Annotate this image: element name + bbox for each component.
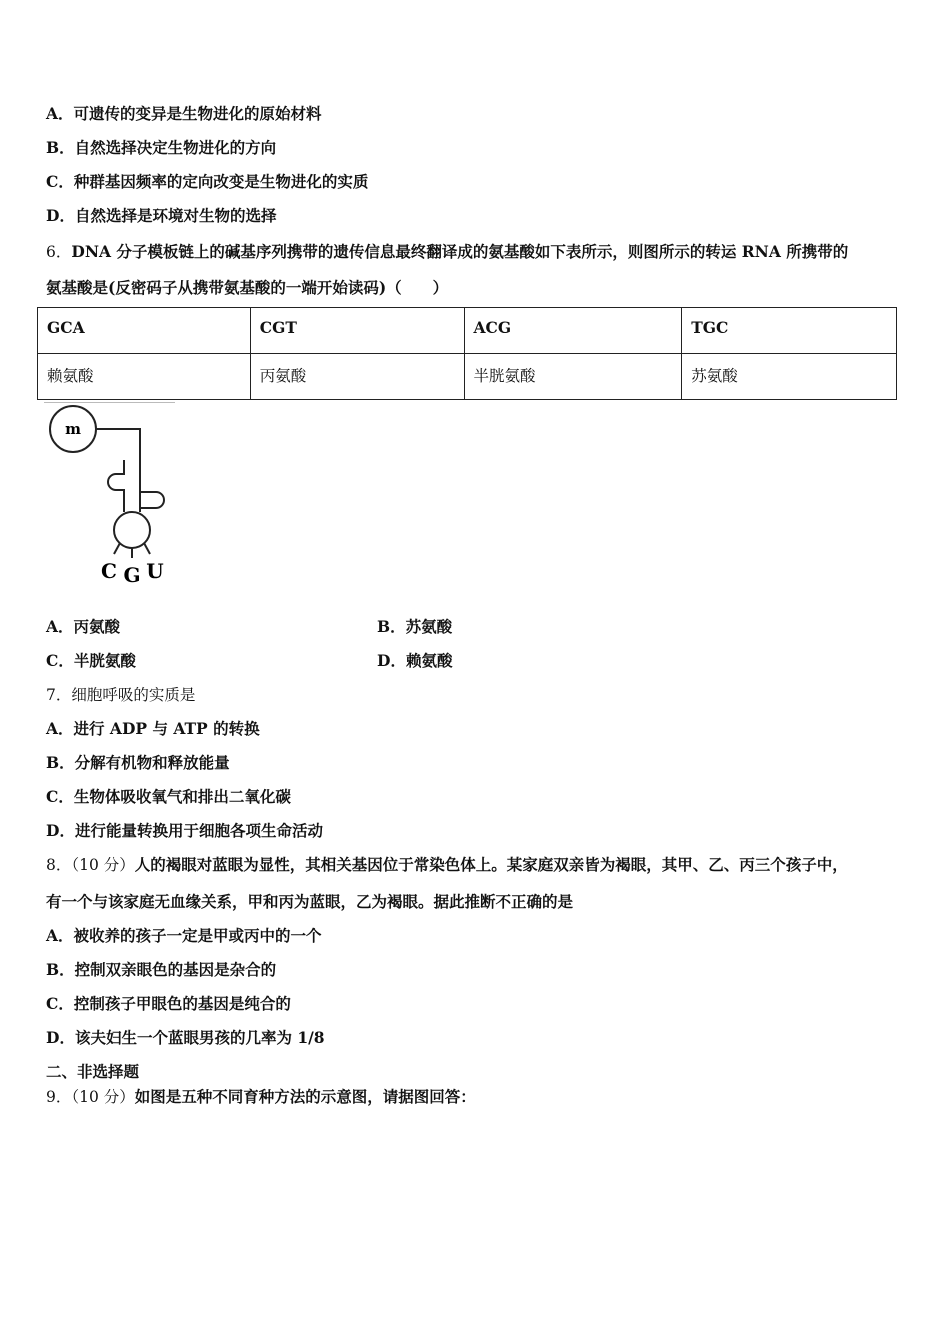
amino-acid-row [38,354,897,400]
q7-option-a: A．进行 ADP 与 ATP 的转换 [46,719,260,738]
codon-cell: CGT [250,308,464,354]
q7-stem-text: 细胞呼吸的实质是 [71,686,196,704]
codon-cell: ACG [464,308,682,354]
q8-option-c: C．控制孩子甲眼色的基因是纯合的 [46,994,291,1013]
q9-stem [46,1085,476,1107]
q9-number: 9．（10 分） [46,1088,135,1106]
anticodon-tick [144,543,150,554]
q8-option-d: D．该夫妇生一个蓝眼男孩的几率为 1/8 [46,1028,325,1047]
trna-figure [44,402,184,587]
anticodon-base: G [123,563,141,587]
q5-option-b: B．自然选择决定生物进化的方向 [46,138,277,157]
amino-acid-cell: 赖氨酸 [38,354,251,400]
q7-option-b: B．分解有机物和释放能量 [46,753,230,772]
codon-row [38,308,897,354]
q6-option-b: B．苏氨酸 [377,617,453,636]
anticodon-base: C [101,559,117,583]
q6-option-d: D．赖氨酸 [377,651,453,670]
anticodon-base: U [146,559,164,583]
q6-option-c: C．半胱氨酸 [46,651,136,670]
q5-option-a: A．可遗传的变异是生物进化的原始材料 [46,104,322,123]
q8-stem-line1: 人的褐眼对蓝眼为显性，其相关基因位于常染色体上。某家庭双亲皆为褐眼，其甲、乙、丙三个孩子中， [134,855,848,874]
anticodon-tick [114,543,120,554]
q7-number: 7． [46,686,72,704]
q6-stem-line2: 氨基酸是(反密码子从携带氨基酸的一端开始读码)（ ） [46,278,449,297]
q8-option-a: A．被收养的孩子一定是甲或丙中的一个 [46,926,322,945]
codon-cell: GCA [38,308,251,354]
q6-stem [46,240,848,262]
q7-option-c: C．生物体吸收氧气和排出二氧化碳 [46,787,291,806]
amino-acid-label: m [65,420,81,438]
q8-stem-line2: 有一个与该家庭无血缘关系，甲和丙为蓝眼，乙为褐眼。据此推断不正确的是 [46,892,574,911]
q6-stem-line1: DNA 分子模板链上的碱基序列携带的遗传信息最终翻译成的氨基酸如下表所示，则图所示的转运 RNA 所携带的 [71,242,849,261]
q8-option-b: B．控制双亲眼色的基因是杂合的 [46,960,277,979]
q5-option-d: D．自然选择是环境对生物的选择 [46,206,277,225]
section-title: 二、非选择题 [46,1062,140,1081]
codon-table [37,307,897,400]
trna-left-loop [108,460,124,512]
codon-cell: TGC [682,308,897,354]
amino-acid-cell: 半胱氨酸 [464,354,682,400]
trna-right-loop [140,492,164,508]
anticodon-loop [114,512,150,548]
q9-stem-text: 如图是五种不同育种方法的示意图，请据图回答： [134,1087,476,1106]
amino-acid-cell: 丙氨酸 [250,354,464,400]
q7-option-d: D．进行能量转换用于细胞各项生命活动 [46,821,323,840]
amino-acid-cell: 苏氨酸 [682,354,897,400]
q5-option-c: C．种群基因频率的定向改变是生物进化的实质 [46,172,369,191]
q7-stem [46,683,195,705]
q6-option-a: A．丙氨酸 [46,617,121,636]
q8-number: 8．（10 分） [46,856,135,874]
q8-stem [46,853,848,875]
trna-acceptor-stem [96,429,140,512]
q6-number: 6． [46,243,72,261]
